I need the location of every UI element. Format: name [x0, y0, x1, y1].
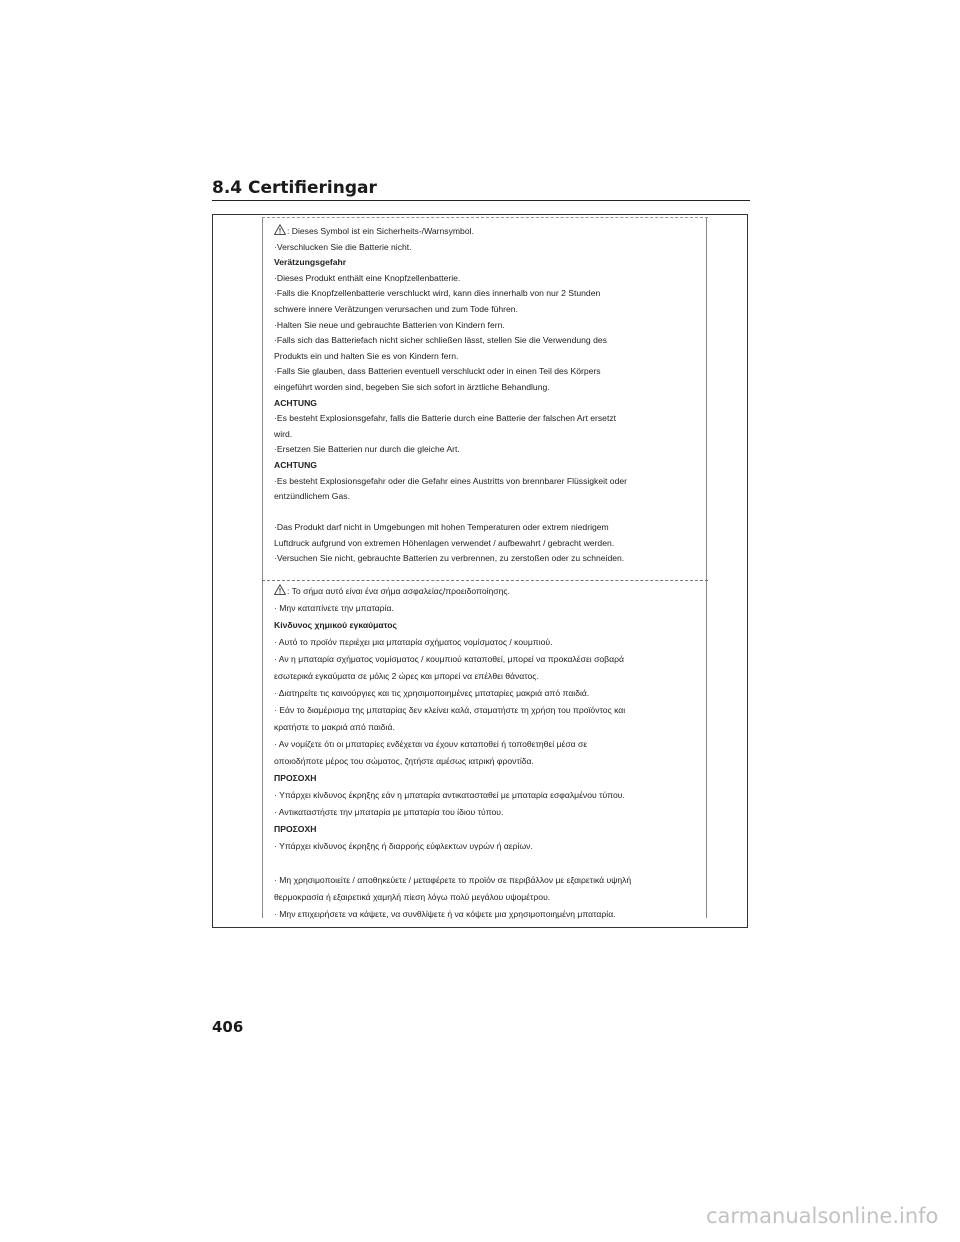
warning-line-text: Luftdruck aufgrund von extremen Höhenlagen verwendet / aufbewahrt / gebracht werden.	[274, 537, 615, 548]
warning-line	[274, 240, 704, 256]
scan-right-edge	[706, 218, 707, 918]
warning-line	[274, 737, 704, 754]
warning-line	[274, 788, 704, 805]
warning-line-text: ·Ersetzen Sie Batterien nur durch die gleiche Art.	[274, 444, 460, 455]
warning-line-text: ·Verschlucken Sie die Batterie nicht.	[274, 241, 412, 252]
scan-left-edge	[262, 218, 263, 918]
warning-line-text: ·Es besteht Explosionsgefahr oder die Gefahr eines Austritts von brennbarer Flüssigkeit oder	[274, 475, 628, 486]
language-divider	[262, 580, 708, 581]
warning-line	[274, 224, 704, 240]
warning-line	[274, 489, 704, 505]
warning-line	[274, 286, 704, 302]
warning-line	[274, 856, 704, 873]
warning-line-text: ·Falls die Knopfzellenbatterie verschluckt wird, kann dies innerhalb von nur 2 Stunden	[274, 288, 601, 299]
warning-line-text: wird.	[274, 428, 293, 439]
warning-line	[274, 584, 704, 601]
warning-line-text: schwere innere Verätzungen verursachen und zum Tode führen.	[274, 303, 518, 314]
warning-line-text: eingeführt worden sind, begeben Sie sich sofort in ärztliche Behandlung.	[274, 381, 550, 392]
warning-line-text: ·Versuchen Sie nicht, gebrauchte Batterien zu verbrennen, zu zerstoßen oder zu schneiden.	[274, 553, 625, 564]
warning-triangle-icon	[274, 584, 286, 595]
warning-line-text: · Μην επιχειρήσετε να κάψετε, να συνθλίψετε ή να κόψετε μια χρησιμοποιημένη μπαταρία.	[274, 909, 616, 919]
warning-line-text: ΠΡΟΣΟΧΗ	[274, 773, 317, 783]
warning-line	[274, 839, 704, 856]
warning-line	[274, 380, 704, 396]
warning-line	[274, 601, 704, 618]
warning-line-text: θερμοκρασία ή εξαιρετικά χαμηλή πίεση λόγω πολύ μεγάλου υψομέτρου.	[274, 892, 551, 902]
warning-line	[274, 505, 704, 521]
warning-line	[274, 536, 704, 552]
warning-line-text: ·Halten Sie neue und gebrauchte Batterien von Kindern fern.	[274, 319, 505, 330]
warning-line	[274, 669, 704, 686]
warning-line-text: Verätzungsgefahr	[274, 257, 347, 268]
warning-line-text: · Υπάρχει κίνδυνος έκρηξης εάν η μπαταρία αντικατασταθεί με μπαταρία εσφαλμένου τύπου.	[274, 790, 625, 800]
warning-triangle-icon	[274, 224, 286, 235]
warning-heading	[274, 618, 704, 635]
warning-line-text: ACHTUNG	[274, 397, 317, 408]
warning-line	[274, 635, 704, 652]
greek-warning-text	[274, 584, 704, 924]
warning-heading	[274, 771, 704, 788]
warning-line-text: εσωτερικά εγκαύματα σε μόλις 2 ώρες και μπορεί να επέλθει θάνατος.	[274, 671, 539, 681]
warning-line	[274, 805, 704, 822]
warning-line-text: · Αντικαταστήστε την μπαταρία με μπαταρία του ίδιου τύπου.	[274, 807, 504, 817]
warning-line-text: · Εάν το διαμέρισμα της μπαταρίας δεν κλείνει καλά, σταματήστε τη χρήση του προϊόντος και	[274, 705, 626, 715]
warning-line-text: Κίνδυνος χημικού εγκαύματος	[274, 620, 397, 630]
warning-line	[274, 364, 704, 380]
warning-line-text: οποιοδήποτε μέρος του σώματος, ζητήστε αμέσως ιατρική φροντίδα.	[274, 756, 534, 766]
warning-line	[274, 890, 704, 907]
warning-line-text: ·Dieses Produkt enthält eine Knopfzellenbatterie.	[274, 272, 461, 283]
warning-line	[274, 873, 704, 890]
warning-line-text: : Dieses Symbol ist ein Sicherheits-/Warnsymbol.	[287, 226, 474, 236]
warning-line	[274, 442, 704, 458]
warning-line	[274, 520, 704, 536]
warning-line-text: · Αν νομίζετε ότι οι μπαταρίες ενδέχεται να έχουν καταποθεί ή τοποθετηθεί μέσα σε	[274, 739, 588, 749]
warning-line-text: · Υπάρχει κίνδυνος έκρηξης ή διαρροής εύφλεκτων υγρών ή αερίων.	[274, 841, 533, 851]
warning-line	[274, 349, 704, 365]
warning-line	[274, 411, 704, 427]
warning-line-text: Produkts ein und halten Sie es von Kindern fern.	[274, 350, 459, 361]
warning-line	[274, 720, 704, 737]
section-title: 8.4 Certifieringar	[212, 178, 377, 198]
warning-line	[274, 703, 704, 720]
watermark-text: carmanualsonline.info	[706, 1204, 939, 1228]
warning-heading	[274, 396, 704, 412]
warning-line	[274, 474, 704, 490]
warning-line	[274, 907, 704, 924]
warning-line-text: entzündlichem Gas.	[274, 491, 350, 502]
warning-line-text: ·Das Produkt darf nicht in Umgebungen mit hohen Temperaturen oder extrem niedrigem	[274, 522, 609, 533]
warning-line	[274, 652, 704, 669]
warning-line-text: · Διατηρείτε τις καινούργιες και τις χρησιμοποιημένες μπαταρίες μακριά από παιδιά.	[274, 688, 590, 698]
warning-heading	[274, 255, 704, 271]
warning-line-text: ·Falls sich das Batteriefach nicht sicher schließen lässt, stellen Sie die Verwendung des	[274, 335, 607, 346]
warning-line-text: ·Es besteht Explosionsgefahr, falls die Batterie durch eine Batterie der falschen Art ersetzt	[274, 413, 617, 424]
warning-line-text: ACHTUNG	[274, 459, 317, 470]
german-warning-text	[274, 224, 704, 567]
warning-line-text: κρατήστε το μακριά από παιδιά.	[274, 722, 395, 732]
warning-heading	[274, 458, 704, 474]
page-number: 406	[212, 1018, 244, 1036]
warning-heading	[274, 822, 704, 839]
scan-top-edge	[262, 217, 708, 218]
warning-line	[274, 333, 704, 349]
warning-line-text: · Μη χρησιμοποιείτε / αποθηκεύετε / μεταφέρετε το προϊόν σε περιβάλλον με εξαιρετικά υψηλή	[274, 875, 632, 885]
warning-line-text: ΠΡΟΣΟΧΗ	[274, 824, 317, 834]
warning-line	[274, 318, 704, 334]
warning-line-text: · Μην καταπίνετε την μπαταρία.	[274, 603, 394, 613]
warning-line	[274, 427, 704, 443]
title-rule	[212, 200, 750, 201]
warning-line-text: ·Falls Sie glauben, dass Batterien eventuell verschluckt oder in einen Teil des Körpers	[274, 366, 601, 377]
warning-line	[274, 686, 704, 703]
warning-line	[274, 754, 704, 771]
warning-line	[274, 302, 704, 318]
warning-line	[274, 551, 704, 567]
warning-line-text: · Αυτό το προϊόν περιέχει μια μπαταρία σχήματος νομίσματος / κουμπιού.	[274, 637, 553, 647]
warning-line	[274, 271, 704, 287]
warning-line-text: : Το σήμα αυτό είναι ένα σήμα ασφαλείας/προειδοποίησης.	[287, 586, 510, 596]
warning-line-text: · Αν η μπαταρία σχήματος νομίσματος / κουμπιού καταποθεί, μπορεί να προκαλέσει σοβαρά	[274, 654, 624, 664]
